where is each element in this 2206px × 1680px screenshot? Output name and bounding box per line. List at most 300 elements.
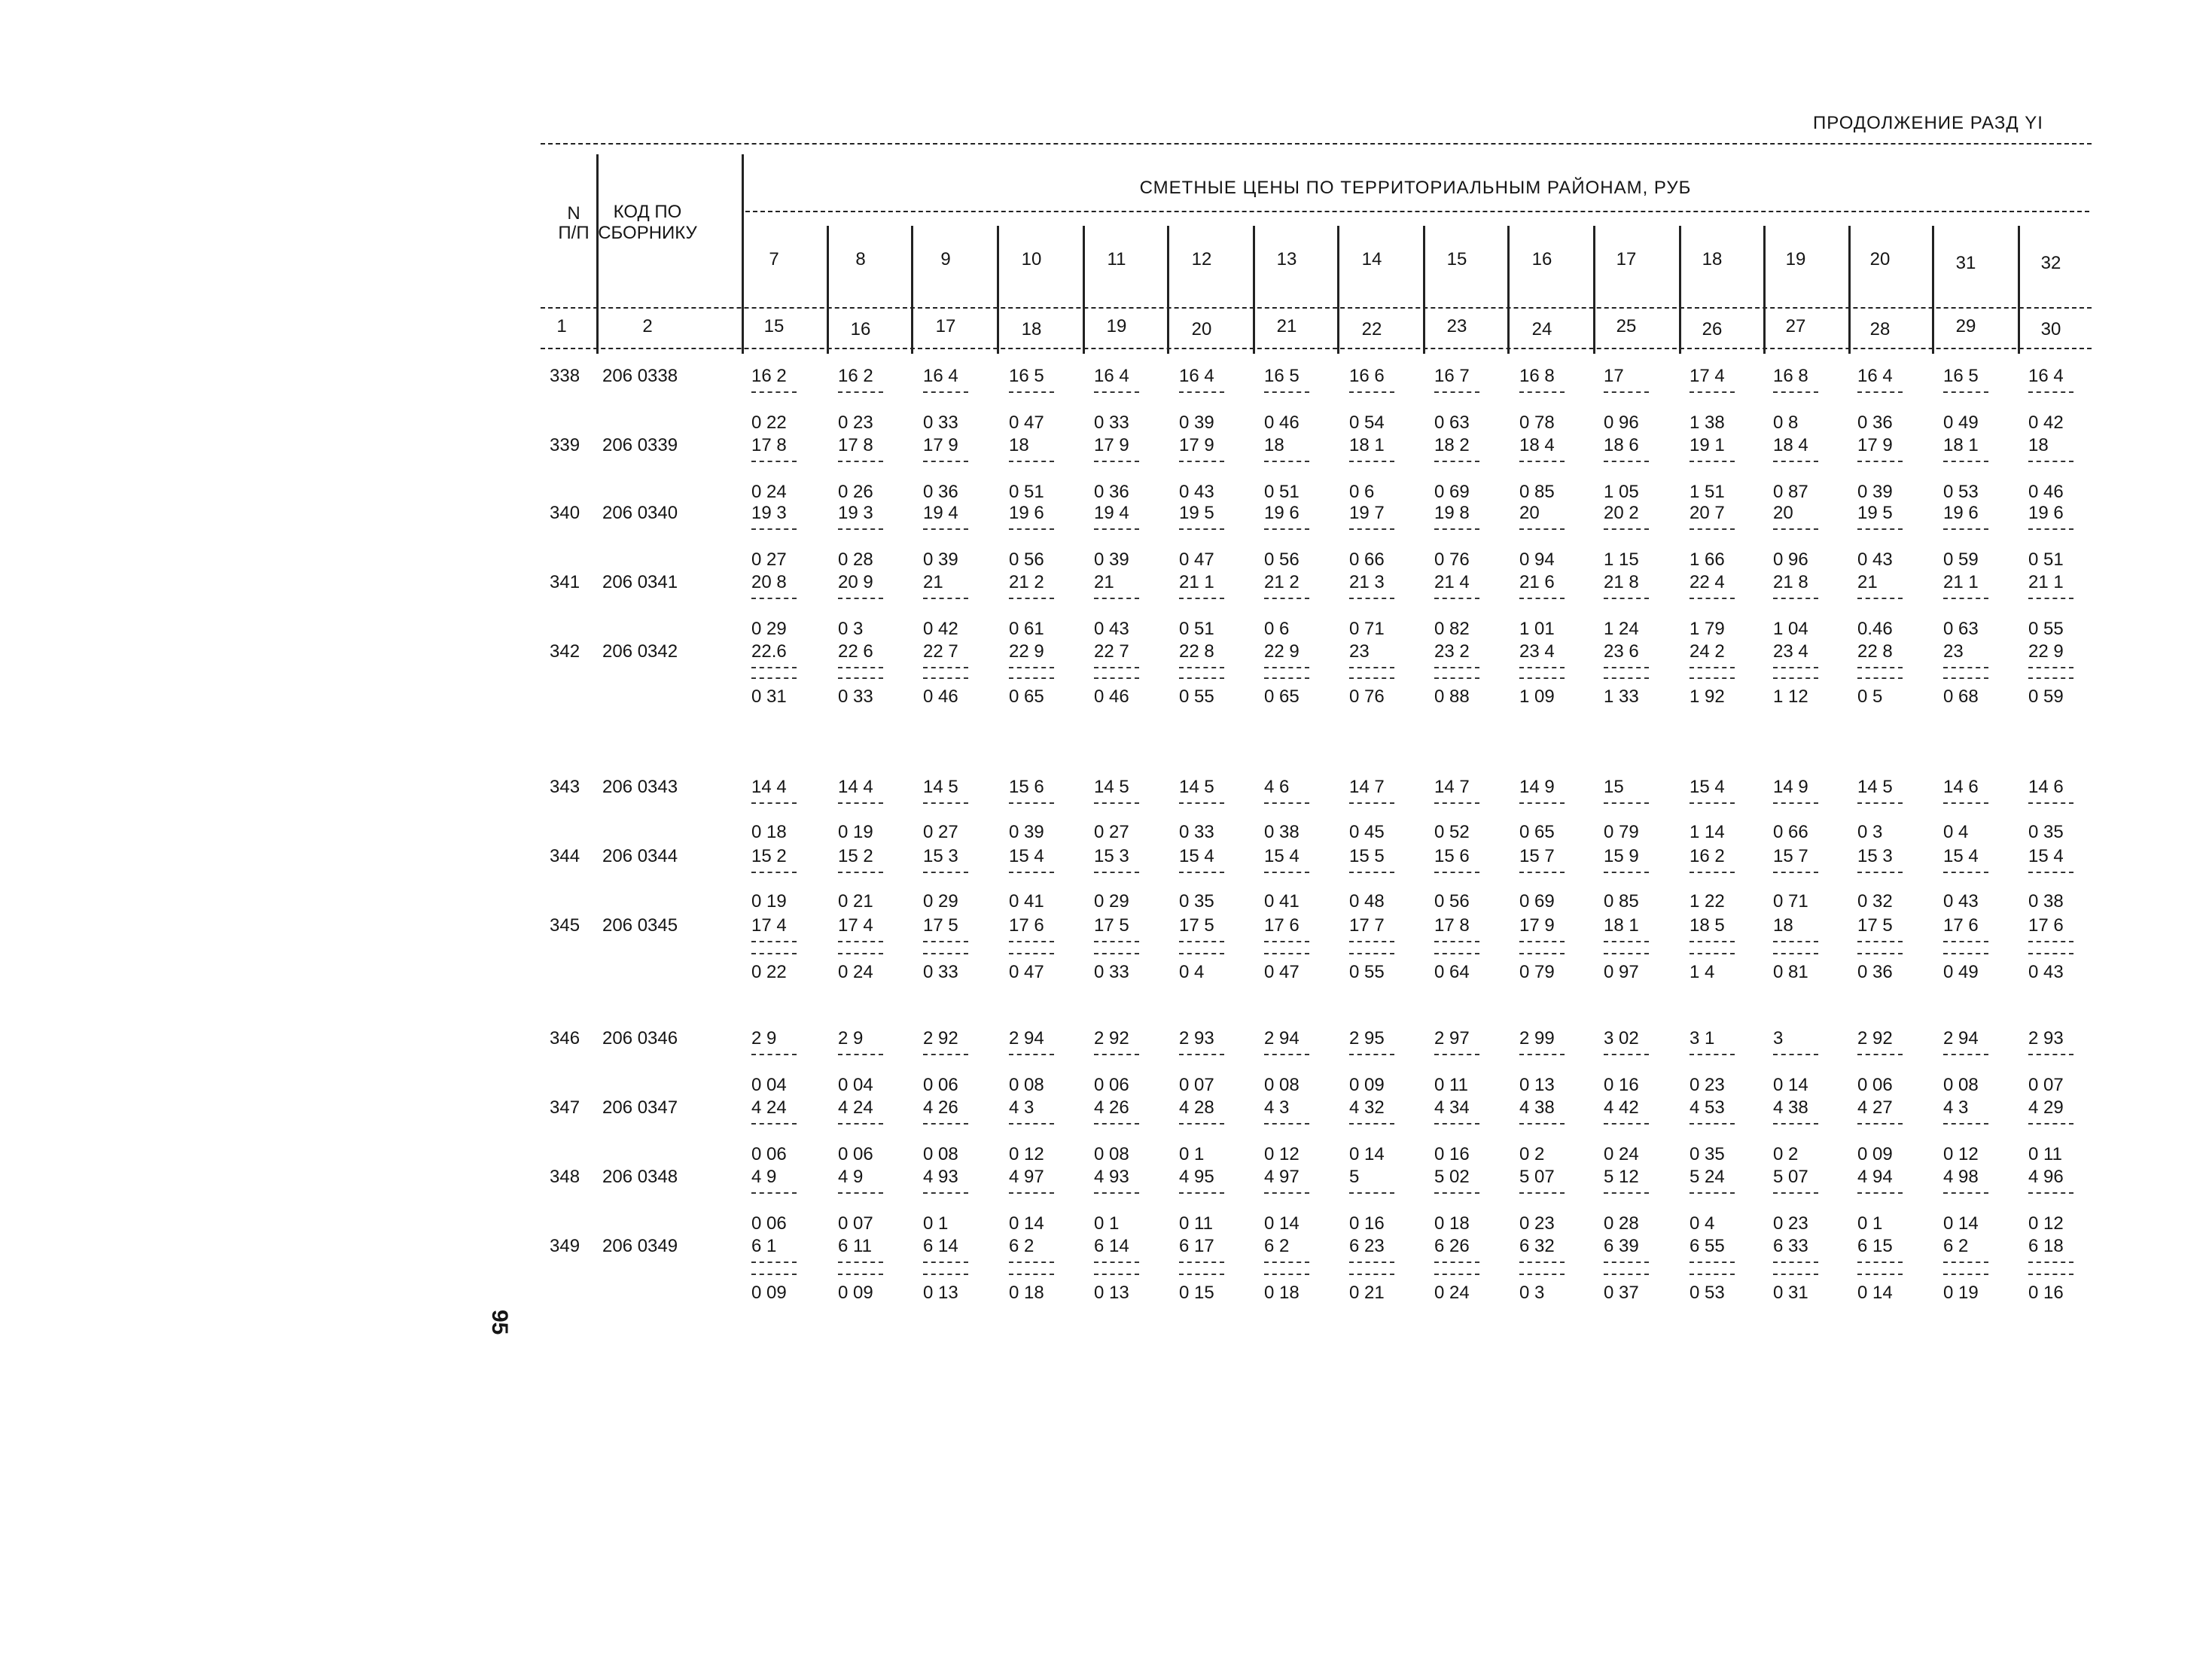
price-cell: 0 09 [1349, 1075, 1385, 1095]
price-cell: 0 43 [1943, 891, 1979, 912]
price-cell: 14 6 [2028, 777, 2064, 797]
row-code: 206 0346 [602, 1028, 678, 1048]
fraction-bar [1179, 667, 1224, 668]
price-cell: 4 97 [1009, 1167, 1044, 1187]
price-cell: 0 76 [1349, 686, 1385, 707]
fraction-bar [1604, 802, 1649, 804]
price-cell: 1 05 [1604, 482, 1639, 502]
price-cell: 0 64 [1434, 962, 1470, 982]
price-cell: 0 24 [751, 482, 787, 502]
fraction-bar [1179, 802, 1224, 804]
fraction-bar [1434, 872, 1479, 873]
head-vline-district-3 [997, 226, 999, 354]
price-cell: 2 94 [1009, 1028, 1044, 1048]
price-cell: 0 43 [1094, 619, 1129, 639]
price-cell: 0 09 [751, 1283, 787, 1303]
price-cell: 16 5 [1943, 366, 1979, 386]
price-cell: 14 7 [1434, 777, 1470, 797]
fraction-bar [751, 1274, 797, 1275]
fraction-bar [1773, 598, 1818, 599]
price-cell: 0 59 [1943, 549, 1979, 570]
fraction-bar [1264, 391, 1309, 393]
fraction-bar [1179, 391, 1224, 393]
price-cell: 19 6 [1264, 503, 1300, 523]
price-cell: 14 4 [838, 777, 873, 797]
fraction-bar [1690, 1123, 1735, 1125]
head-vline-district-6 [1253, 226, 1255, 354]
col-n-header-2: П/П [558, 223, 590, 243]
fraction-bar [923, 667, 968, 668]
fraction-bar [1349, 391, 1394, 393]
price-cell: 21 1 [1179, 572, 1214, 592]
price-cell: 0 85 [1604, 891, 1639, 912]
fraction-bar [1519, 1123, 1565, 1125]
price-cell: 0 55 [1179, 686, 1214, 707]
fraction-bar [1094, 598, 1139, 599]
numbering-cell: 1 [556, 316, 567, 336]
price-cell: 0 71 [1349, 619, 1385, 639]
price-cell: 18 1 [1349, 435, 1385, 455]
price-cell: 6 26 [1434, 1236, 1470, 1256]
price-cell: 0 96 [1604, 412, 1639, 433]
fraction-bar [1773, 953, 1818, 954]
price-cell: 0 45 [1349, 822, 1385, 842]
price-cell: 14 4 [751, 777, 787, 797]
price-cell: 0 31 [1773, 1283, 1808, 1303]
price-cell: 14 7 [1349, 777, 1385, 797]
price-cell: 1 14 [1690, 822, 1725, 842]
fraction-bar [1773, 802, 1818, 804]
price-cell: 0 49 [1943, 412, 1979, 433]
district-number: 18 [1702, 249, 1723, 269]
fraction-bar [1943, 667, 1988, 668]
price-cell: 0 47 [1264, 962, 1300, 982]
price-cell: 15 5 [1349, 846, 1385, 866]
price-cell: 0 43 [2028, 962, 2064, 982]
fraction-bar [838, 953, 883, 954]
fraction-bar [1857, 1054, 1903, 1055]
price-cell: 14 5 [923, 777, 958, 797]
price-cell: 1 38 [1690, 412, 1725, 433]
price-cell: 0 11 [1434, 1075, 1468, 1095]
fraction-bar [1943, 598, 1988, 599]
row-code: 206 0338 [602, 366, 678, 386]
fraction-bar [1094, 941, 1139, 942]
price-cell: 0 06 [1094, 1075, 1129, 1095]
numbering-cell: 22 [1361, 319, 1382, 339]
price-cell: 4 38 [1773, 1097, 1808, 1118]
fraction-bar [1094, 461, 1139, 462]
numbering-cell: 29 [1955, 316, 1976, 336]
price-cell: 18 5 [1690, 915, 1725, 936]
price-cell: 0 47 [1009, 962, 1044, 982]
price-cell: 0 1 [1857, 1213, 1883, 1234]
fraction-bar [2028, 1054, 2073, 1055]
numbering-cell: 19 [1106, 316, 1127, 336]
fraction-bar [1434, 1192, 1479, 1194]
price-cell: 16 5 [1009, 366, 1044, 386]
price-cell: 0 27 [923, 822, 958, 842]
numbering-cell: 25 [1616, 316, 1637, 336]
price-cell: 21 6 [1519, 572, 1555, 592]
price-cell: 0 36 [923, 482, 958, 502]
price-cell: 3 1 [1690, 1028, 1715, 1048]
fraction-bar [2028, 461, 2073, 462]
price-cell: 0 41 [1009, 891, 1044, 912]
price-cell: 0 23 [1773, 1213, 1808, 1234]
fraction-bar [1434, 528, 1479, 530]
fraction-bar [1349, 1274, 1394, 1275]
fraction-bar [1773, 677, 1818, 679]
row-number: 345 [550, 915, 580, 936]
fraction-bar [751, 802, 797, 804]
fraction-bar [838, 677, 883, 679]
fraction-bar [1349, 667, 1394, 668]
fraction-bar [1349, 598, 1394, 599]
head-rule-3 [541, 348, 2092, 349]
price-cell: 0 55 [2028, 619, 2064, 639]
price-cell: 20 [1519, 503, 1540, 523]
price-cell: 0 46 [2028, 482, 2064, 502]
fraction-bar [1434, 941, 1479, 942]
fraction-bar [1519, 461, 1565, 462]
head-vline-district-4 [1083, 226, 1085, 354]
row-number: 340 [550, 503, 580, 523]
price-cell: 17 5 [923, 915, 958, 936]
price-cell: 0 35 [2028, 822, 2064, 842]
fraction-bar [1094, 528, 1139, 530]
row-number: 339 [550, 435, 580, 455]
price-cell: 5 07 [1773, 1167, 1808, 1187]
price-cell: 0 21 [838, 891, 873, 912]
price-cell: 0 32 [1857, 891, 1893, 912]
fraction-bar [1690, 953, 1735, 954]
price-cell: 6 15 [1857, 1236, 1893, 1256]
row-code: 206 0339 [602, 435, 678, 455]
fraction-bar [1690, 461, 1735, 462]
price-cell: 0 8 [1773, 412, 1799, 433]
numbering-cell: 18 [1021, 319, 1042, 339]
fraction-bar [1604, 667, 1649, 668]
fraction-bar [1773, 461, 1818, 462]
fraction-bar [1264, 1123, 1309, 1125]
price-cell: 0 76 [1434, 549, 1470, 570]
fraction-bar [1434, 461, 1479, 462]
fraction-bar [1264, 872, 1309, 873]
price-cell: 19 6 [1943, 503, 1979, 523]
price-cell: 22 9 [1009, 641, 1044, 662]
price-cell: 0 4 [1943, 822, 1969, 842]
price-cell: 2 93 [2028, 1028, 2064, 1048]
fraction-bar [751, 1192, 797, 1194]
head-vline-district-1 [827, 226, 829, 354]
price-cell: 14 9 [1773, 777, 1808, 797]
price-cell: 1 79 [1690, 619, 1725, 639]
price-cell: 0 82 [1434, 619, 1470, 639]
price-cell: 0 46 [923, 686, 958, 707]
fraction-bar [1179, 528, 1224, 530]
numbering-cell: 21 [1276, 316, 1297, 336]
fraction-bar [1857, 461, 1903, 462]
row-code: 206 0349 [602, 1236, 678, 1256]
fraction-bar [1349, 461, 1394, 462]
price-cell: 23 4 [1519, 641, 1555, 662]
price-cell: 0 54 [1349, 412, 1385, 433]
fraction-bar [1179, 941, 1224, 942]
fraction-bar [1179, 1123, 1224, 1125]
price-cell: 2 94 [1264, 1028, 1300, 1048]
price-cell: 21 2 [1009, 572, 1044, 592]
price-cell: 0 39 [1009, 822, 1044, 842]
fraction-bar [2028, 1192, 2073, 1194]
fraction-bar [1519, 1262, 1565, 1263]
price-cell: 0 33 [1179, 822, 1214, 842]
price-cell: 23 [1349, 641, 1370, 662]
price-cell: 0 88 [1434, 686, 1470, 707]
price-cell: 20 2 [1604, 503, 1639, 523]
fraction-bar [838, 1192, 883, 1194]
price-cell: 19 4 [1094, 503, 1129, 523]
fraction-bar [1604, 528, 1649, 530]
row-number: 341 [550, 572, 580, 592]
fraction-bar [1519, 667, 1565, 668]
fraction-bar [2028, 1123, 2073, 1125]
price-cell: 21 1 [1943, 572, 1979, 592]
fraction-bar [1857, 1123, 1903, 1125]
price-cell: 17 6 [1009, 915, 1044, 936]
price-cell: 0 56 [1264, 549, 1300, 570]
head-vline-district-15 [2018, 226, 2020, 354]
price-cell: 4 9 [751, 1167, 777, 1187]
head-vline-district-14 [1932, 226, 1934, 354]
fraction-bar [2028, 667, 2073, 668]
numbering-cell: 26 [1702, 319, 1723, 339]
fraction-bar [1009, 802, 1054, 804]
row-code: 206 0343 [602, 777, 678, 797]
fraction-bar [1857, 953, 1903, 954]
fraction-bar [751, 391, 797, 393]
numbering-cell: 27 [1785, 316, 1806, 336]
price-cell: 19 5 [1857, 503, 1893, 523]
price-cell: 21 [1857, 572, 1878, 592]
fraction-bar [1009, 677, 1054, 679]
price-cell: 0 22 [751, 962, 787, 982]
price-cell: 0 79 [1519, 962, 1555, 982]
price-cell: 0 51 [1264, 482, 1300, 502]
price-cell: 4 32 [1349, 1097, 1385, 1118]
fraction-bar [751, 528, 797, 530]
fraction-bar [1943, 528, 1988, 530]
price-cell: 0 29 [751, 619, 787, 639]
fraction-bar [1434, 391, 1479, 393]
price-cell: 0 16 [1349, 1213, 1385, 1234]
district-number: 32 [2040, 253, 2061, 273]
fraction-bar [1434, 953, 1479, 954]
price-cell: 0 31 [751, 686, 787, 707]
price-cell: 15 4 [1690, 777, 1725, 797]
price-cell: 0 13 [1519, 1075, 1555, 1095]
price-cell: 20 7 [1690, 503, 1725, 523]
price-cell: 15 6 [1009, 777, 1044, 797]
price-cell: 0 97 [1604, 962, 1639, 982]
row-number: 349 [550, 1236, 580, 1256]
price-cell: 0 12 [1009, 1144, 1044, 1164]
fraction-bar [1604, 953, 1649, 954]
district-number: 19 [1785, 249, 1806, 269]
price-cell: 16 8 [1519, 366, 1555, 386]
price-cell: 6 55 [1690, 1236, 1725, 1256]
price-cell: 0 85 [1519, 482, 1555, 502]
price-cell: 17 7 [1349, 915, 1385, 936]
price-cell: 17 5 [1179, 915, 1214, 936]
price-cell: 15 2 [751, 846, 787, 866]
price-cell: 0 6 [1349, 482, 1375, 502]
fraction-bar [1179, 598, 1224, 599]
price-cell: 0 2 [1773, 1144, 1799, 1164]
fraction-bar [1434, 667, 1479, 668]
price-cell: 0 47 [1179, 549, 1214, 570]
price-cell: 0 52 [1434, 822, 1470, 842]
price-cell: 0 69 [1434, 482, 1470, 502]
price-cell: 0 53 [1943, 482, 1979, 502]
price-cell: 5 07 [1519, 1167, 1555, 1187]
fraction-bar [2028, 802, 2073, 804]
price-cell: 18 [1009, 435, 1029, 455]
fraction-bar [1519, 941, 1565, 942]
fraction-bar [1094, 391, 1139, 393]
price-cell: 0 46 [1094, 686, 1129, 707]
price-cell: 14 6 [1943, 777, 1979, 797]
fraction-bar [1690, 667, 1735, 668]
fraction-bar [1943, 1274, 1988, 1275]
price-cell: 15 9 [1604, 846, 1639, 866]
price-cell: 0 06 [751, 1213, 787, 1234]
fraction-bar [1009, 1054, 1054, 1055]
head-vline-district-8 [1423, 226, 1425, 354]
price-cell: 0 11 [2028, 1144, 2062, 1164]
price-cell: 0 87 [1773, 482, 1808, 502]
price-cell: 22 9 [2028, 641, 2064, 662]
price-cell: 18 4 [1773, 435, 1808, 455]
price-cell: 0 65 [1519, 822, 1555, 842]
district-number: 14 [1361, 249, 1382, 269]
fraction-bar [1094, 1054, 1139, 1055]
fraction-bar [1604, 1054, 1649, 1055]
price-cell: 4 26 [923, 1097, 958, 1118]
row-number: 348 [550, 1167, 580, 1187]
price-cell: 0 08 [1264, 1075, 1300, 1095]
price-cell: 0 39 [1094, 549, 1129, 570]
price-cell: 19 8 [1434, 503, 1470, 523]
head-vline-district-13 [1848, 226, 1851, 354]
price-cell: 5 12 [1604, 1167, 1639, 1187]
price-cell: 23 6 [1604, 641, 1639, 662]
price-cell: 0 2 [1519, 1144, 1545, 1164]
fraction-bar [1690, 528, 1735, 530]
price-cell: 14 5 [1094, 777, 1129, 797]
fraction-bar [1179, 1192, 1224, 1194]
price-cell: 6 2 [1943, 1236, 1969, 1256]
fraction-bar [1519, 598, 1565, 599]
fraction-bar [838, 802, 883, 804]
fraction-bar [1009, 391, 1054, 393]
fraction-bar [1349, 528, 1394, 530]
fraction-bar [1009, 528, 1054, 530]
price-cell: 6 17 [1179, 1236, 1214, 1256]
price-cell: 0 19 [751, 891, 787, 912]
price-cell: 2 95 [1349, 1028, 1385, 1048]
price-cell: 4 93 [923, 1167, 958, 1187]
price-cell: 18 1 [1943, 435, 1979, 455]
price-cell: 19 7 [1349, 503, 1385, 523]
head-vline-district-12 [1763, 226, 1766, 354]
fraction-bar [751, 872, 797, 873]
fraction-bar [1434, 598, 1479, 599]
price-cell: 15 4 [1264, 846, 1300, 866]
fraction-bar [1773, 941, 1818, 942]
price-cell: 0 56 [1009, 549, 1044, 570]
fraction-bar [923, 528, 968, 530]
fraction-bar [1009, 1262, 1054, 1263]
fraction-bar [1179, 872, 1224, 873]
fraction-bar [1264, 953, 1309, 954]
row-code: 206 0341 [602, 572, 678, 592]
fraction-bar [1179, 1274, 1224, 1275]
price-cell: 0 14 [1349, 1144, 1385, 1164]
fraction-bar [838, 941, 883, 942]
numbering-cell: 16 [850, 319, 871, 339]
price-cell: 0 61 [1009, 619, 1044, 639]
price-cell: 17 9 [1519, 915, 1555, 936]
fraction-bar [923, 461, 968, 462]
district-number: 17 [1616, 249, 1637, 269]
price-cell: 0 63 [1943, 619, 1979, 639]
price-cell: 0 43 [1857, 549, 1893, 570]
price-cell: 0 3 [1519, 1283, 1545, 1303]
price-cell: 23 [1943, 641, 1964, 662]
fraction-bar [838, 1274, 883, 1275]
price-cell: 16 4 [1179, 366, 1214, 386]
head-vline-district-5 [1167, 226, 1169, 354]
district-number: 12 [1191, 249, 1212, 269]
fraction-bar [1434, 677, 1479, 679]
price-cell: 4 98 [1943, 1167, 1979, 1187]
price-cell: 0 36 [1857, 412, 1893, 433]
fraction-bar [1604, 598, 1649, 599]
head-vline-district-7 [1337, 226, 1339, 354]
price-cell: 16 8 [1773, 366, 1808, 386]
row-number: 338 [550, 366, 580, 386]
price-cell: 0 37 [1604, 1283, 1639, 1303]
fraction-bar [1009, 953, 1054, 954]
price-cell: 15 4 [1179, 846, 1214, 866]
fraction-bar [1094, 677, 1139, 679]
price-cell: 0 35 [1690, 1144, 1725, 1164]
price-cell: 0 66 [1773, 822, 1808, 842]
price-cell: 16 5 [1264, 366, 1300, 386]
price-cell: 15 4 [2028, 846, 2064, 866]
fraction-bar [838, 872, 883, 873]
price-cell: 0 14 [1943, 1213, 1979, 1234]
fraction-bar [1264, 667, 1309, 668]
fraction-bar [838, 1054, 883, 1055]
row-code: 206 0342 [602, 641, 678, 662]
fraction-bar [923, 1123, 968, 1125]
district-number: 11 [1107, 249, 1126, 269]
page-number: 95 [487, 1310, 512, 1335]
fraction-bar [1943, 677, 1988, 679]
price-cell: 0 79 [1604, 822, 1639, 842]
